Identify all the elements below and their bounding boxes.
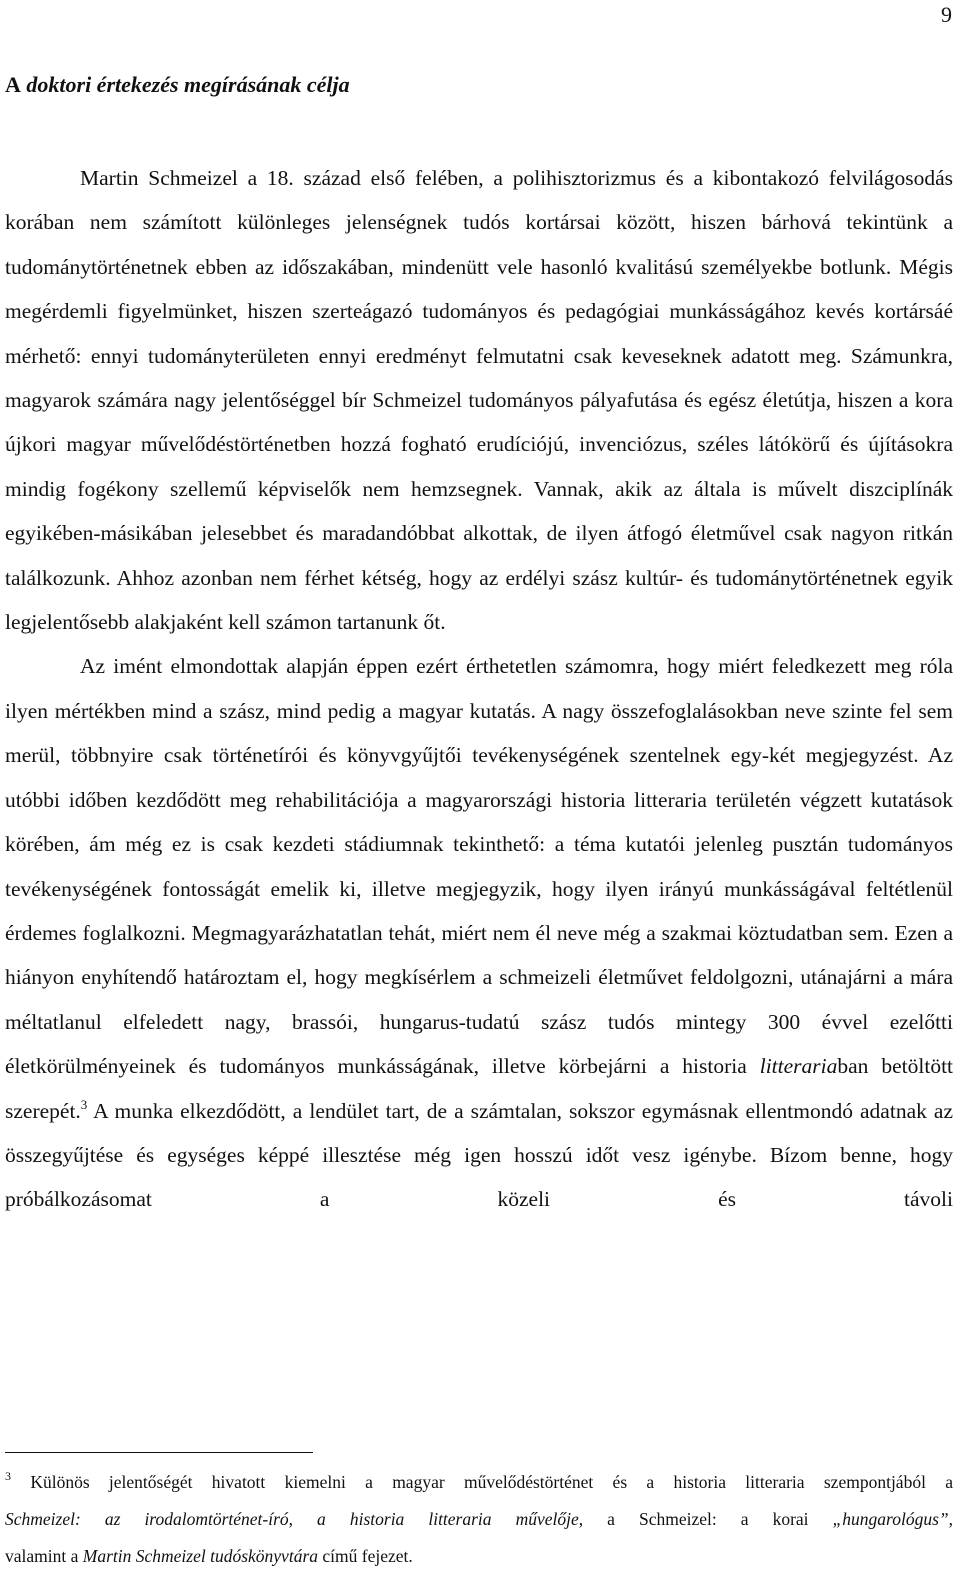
footnote xyxy=(5,1464,953,1575)
footnote-line-1 xyxy=(5,1464,953,1501)
footnote-reference[interactable]: 3 xyxy=(80,1096,88,1112)
italic-term: litteraria xyxy=(759,1054,838,1079)
footnote-chapter-title-3: Martin Schmeizel tudóskönyvtára xyxy=(82,1546,318,1566)
heading-initial: A xyxy=(5,72,21,97)
footnote-text-3: valamint a xyxy=(5,1546,79,1566)
heading-text: doktori értekezés megírásának célja xyxy=(26,72,350,97)
paragraph-2-continuation: ban betöltött szerepét. xyxy=(5,1054,954,1123)
body-text xyxy=(5,156,953,1222)
paragraph-2-tail: A munka elkezdődött, a lendület tart, de a számtalan, sokszor egymásnak ellentmondó adatnak az összegyűjtése és egységes képpé illesztése még igen hosszú időt vesz igénybe. Bízom benne, hogy próbálkozásomat a közeli és távoli xyxy=(5,1098,953,1212)
footnote-chapter-title-1: Schmeizel: az irodalomtörténet-író, a historia litteraria művelője xyxy=(5,1509,579,1529)
paragraph-2-text: Az imént elmondottak alapján éppen ezért érthetetlen számomra, hogy miért feledkezett meg róla ilyen mértékben mind a szász, mind pedig a magyar kutatás. A nagy összefoglalásokban neve szinte fel sem merül, többnyire csak történetírói és könyvgyűjtői tevékenységének szentelnek egy-két megjegyzést. Az utóbbi időben kezdődött meg rehabilitációja a magyarországi historia litteraria területén végzett kutatások körében, ám még ez is csak kezdeti stádiumnak tekinthető: a téma kutatói jelenleg pusztán tudományos tevékenységének fontosságát emelik ki, illetve megjegyzik, hogy ilyen irányú munkásságával feltétlenül érdemes foglalkozni. Megmagyarázhatatlan tehát, miért nem él neve még a szakmai köztudatban sem. Ezen a hiányon enyhítendő határoztam el, hogy megkísérlem a schmeizeli életművet feldolgozni, utánajárni a mára méltatlanul elfeledett nagy, brassói, hungarus-tudatú szász tudós mintegy 300 évvel ezelőtti életkörülményeinek és tudományos munkásságának, illetve körbejárni a historia xyxy=(5,654,953,1079)
paragraph-1: Martin Schmeizel a 18. század első felében, a polihisztorizmus és a kibontakozó felvilágosodás korában nem számított különleges jelenségnek tudós kortársai között, hiszen bárhová tekintünk a tudománytörténetnek ebben az időszakában, mindenütt vele hasonló kvalitású személyekbe botlunk. Mégis megérdemli figyelmünket, hiszen szerteágazó tudományos és pedagógiai munkásságához kevés kortársáé mérhető: ennyi tudományterületen ennyi eredményt felmutatni csak keveseknek adatott meg. Számunkra, magyarok számára nagy jelentőséggel bír Schmeizel tudományos pályafutása és egész életútja, hiszen a kora újkori magyar művelődéstörténetben hozzá fogható erudíciójú, invenciózus, széles látókörű és újításokra mindig fogékony szellemű képviselők nem hemzsegnek. Vannak, akik az általa is művelt diszciplínák egyikében-másikában jelesebbet és maradandóbbat alkottak, de ilyen átfogó életművel csak nagyon ritkán találkozunk. Ahhoz azonban nem férhet kétség, hogy az erdélyi szász kultúr- és tudománytörténetnek egyik legjelentősebb alakjaként kell számon tartanunk őt. xyxy=(5,166,953,635)
page-number: 9 xyxy=(941,2,952,27)
footnote-text-2: , a Schmeizel: a korai xyxy=(578,1509,809,1529)
footnote-text-1: Különös jelentőségét hivatott kiemelni a magyar művelődéstörténet és a historia litteraria szempontjából a xyxy=(30,1472,954,1492)
section-heading xyxy=(5,72,350,98)
footnote-line-2 xyxy=(5,1501,953,1538)
paragraph-2 xyxy=(5,644,953,1221)
footnote-chapter-title-2: „hungarológus” xyxy=(832,1509,949,1529)
footnote-text-2-end: , xyxy=(948,1509,954,1529)
footnote-marker: 3 xyxy=(5,1469,11,1483)
footnote-separator xyxy=(5,1452,313,1453)
footnote-text-3-end: című fejezet. xyxy=(322,1546,413,1566)
footnote-line-3 xyxy=(5,1538,953,1575)
